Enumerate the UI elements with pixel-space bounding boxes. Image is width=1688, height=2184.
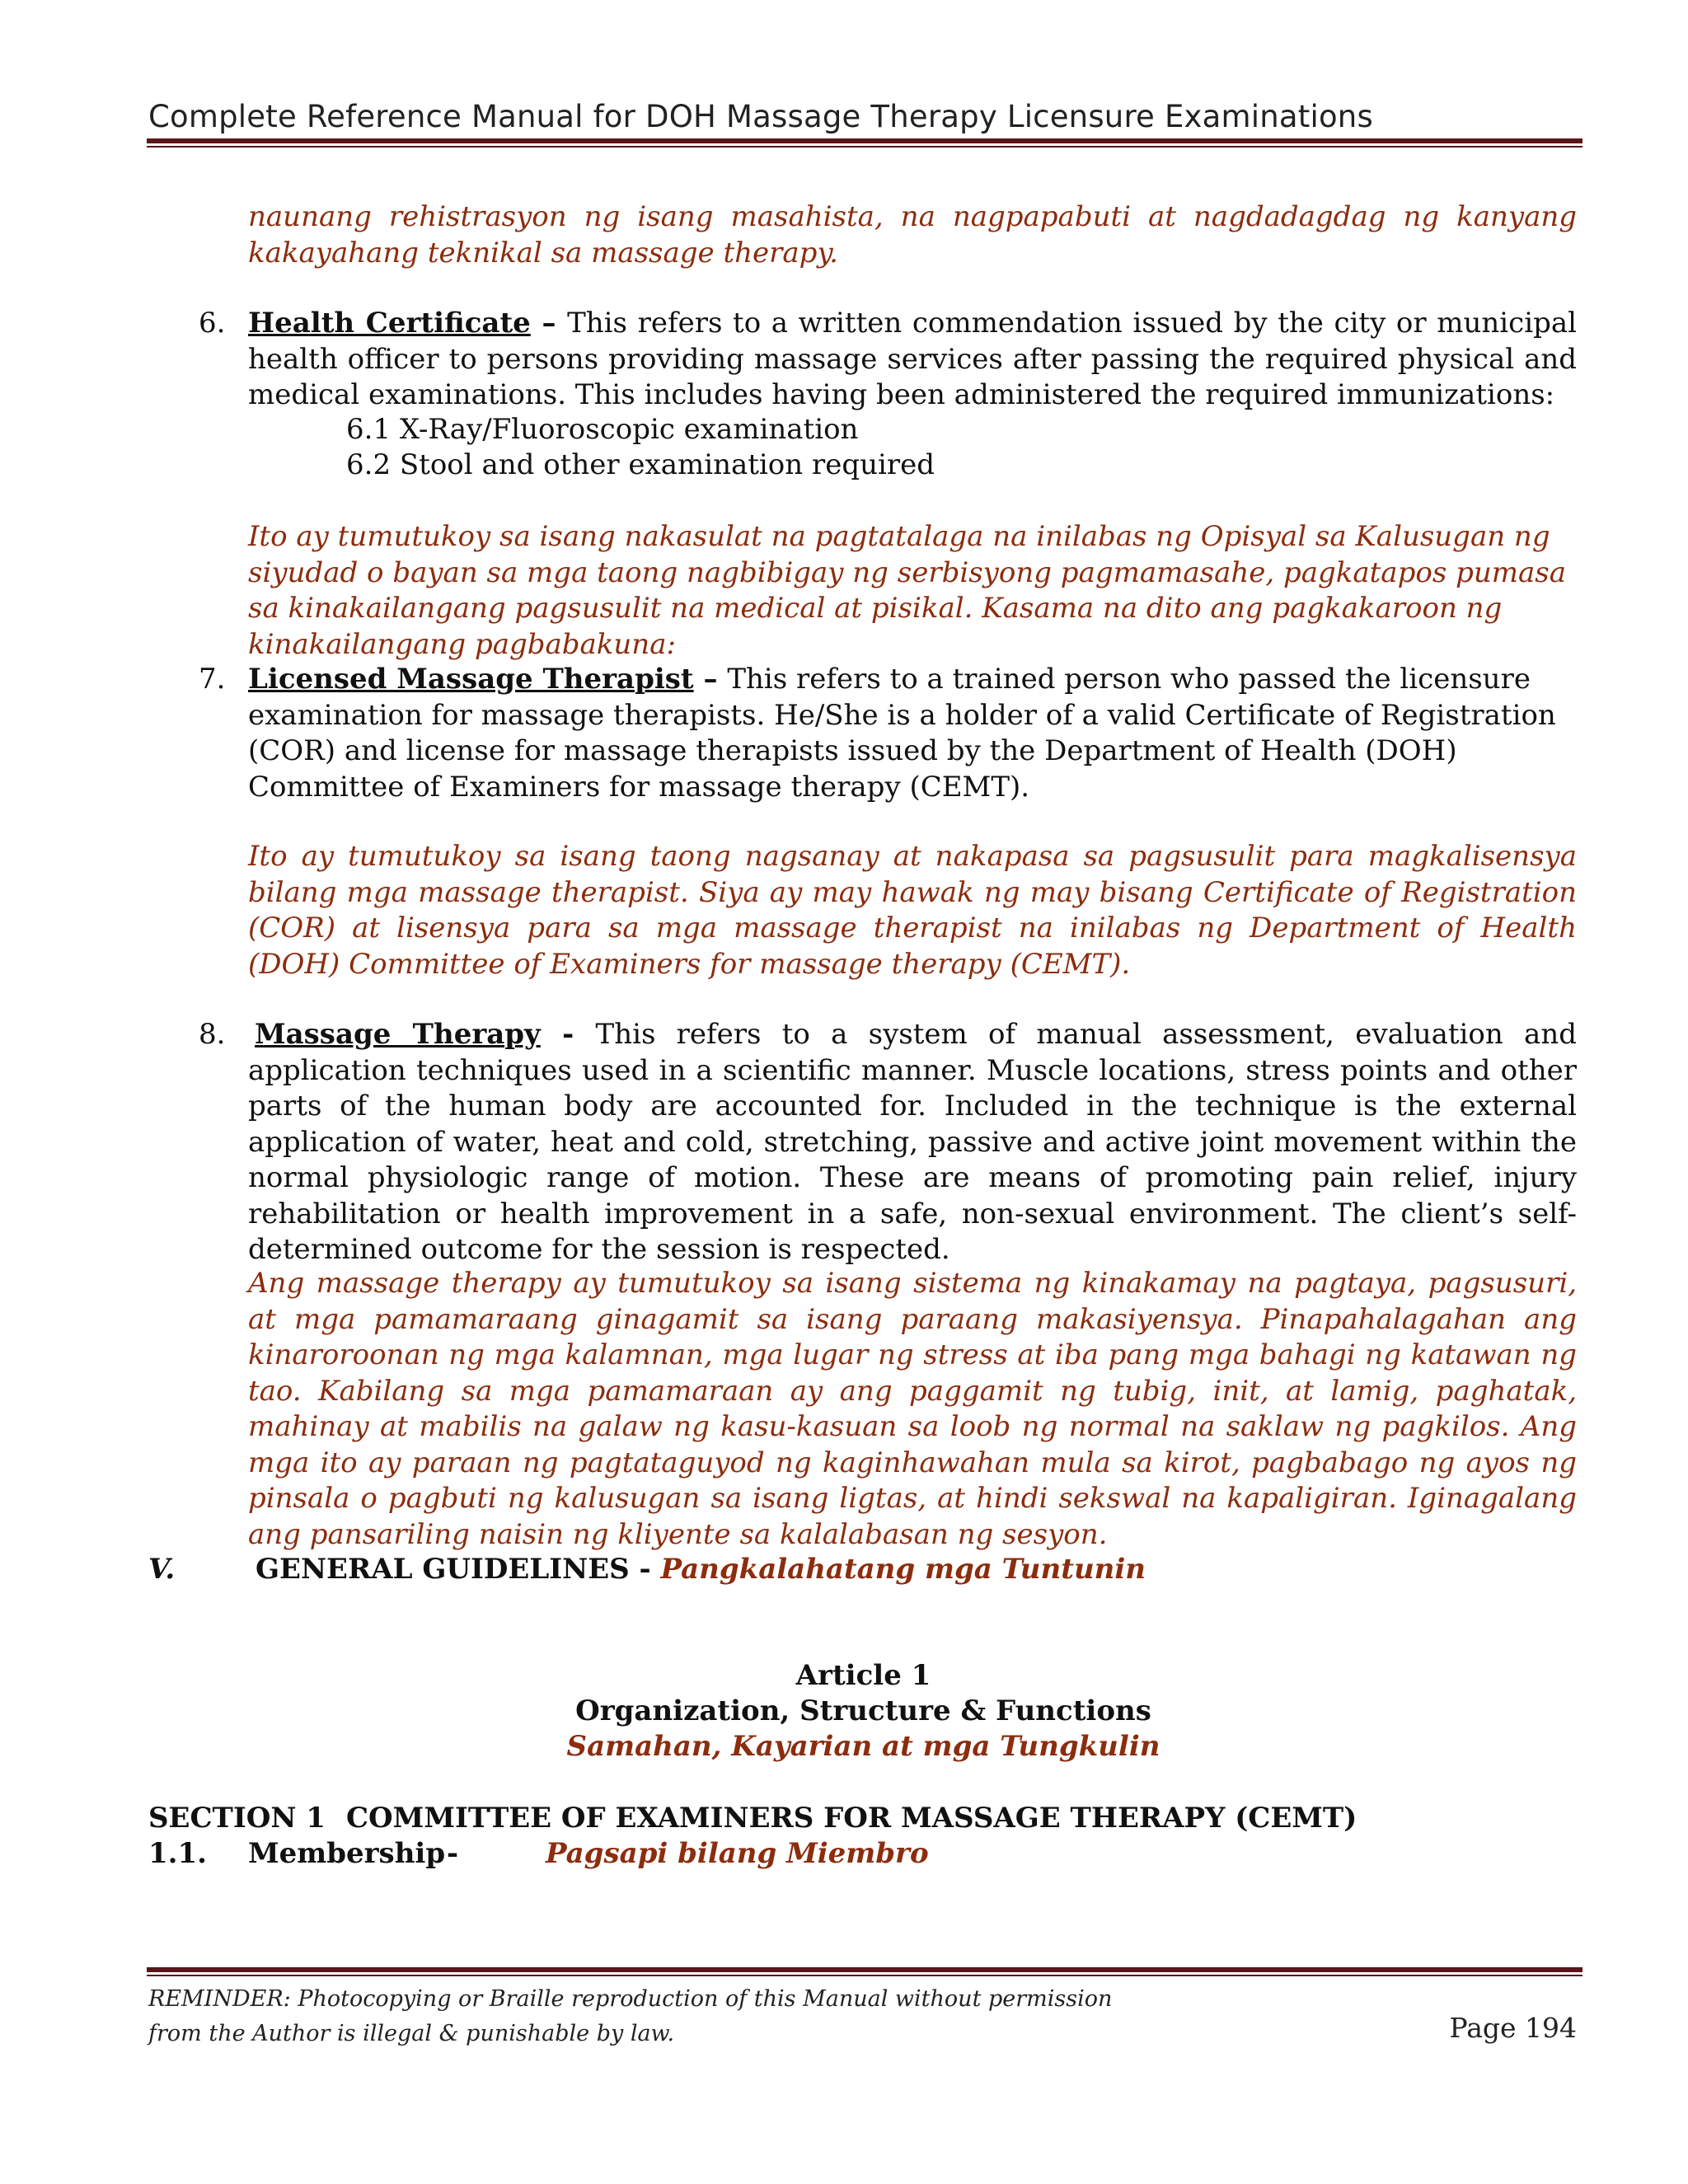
section-1-title: COMMITTEE OF EXAMINERS FOR MASSAGE THERAPY (CEMT) <box>346 1802 1357 1835</box>
footer-reminder-line-2: from the Author is illegal & punishable by law. <box>148 2021 675 2046</box>
item-6-separator: – <box>530 307 568 340</box>
item-6-definition: This refers to a written commendation issued by the city or municipal health officer to persons providing massage services after passing the required physical and medical examinations. This includes having been administered the required immunizations: <box>248 307 1577 411</box>
item-6-english <box>248 306 1577 414</box>
item-8-tagalog: Ang massage therapy ay tumutukoy sa isang sistema ng kinakamay na pagtaya, pagsusuri, at mga pamamaraang ginagamit sa isang paraang makasiyensya. Pinapahalagahan ang kinaroroonan ng mga kalamnan, mga lugar ng stress at iba pang mga bahagi ng katawan ng tao. Kabilang sa mga pamamaraan ay ang paggamit ng tubig, init, at lamig, paghatak, mahinay at mabilis na galaw ng kasu-kasuan sa loob ng normal na saklaw ng pagkilos. Ang mga ito ay paraan ng pagtataguyod ng kaginhawahan mula sa kirot, pagbabago ng ayos ng pinsala o pagbuti ng kalusugan sa isang ligtas, at hindi sekswal na kapaligiran. Iginagalang ang pansariling naisin ng kliyente sa kalalabasan ng sesyon. <box>248 1267 1577 1551</box>
item-6-subitem-2: 6.2 Stool and other examination required <box>346 448 935 481</box>
article-tagalog: Samahan, Kayarian at mga Tungkulin <box>566 1730 1160 1763</box>
article-title: Organization, Structure & Functions <box>575 1694 1151 1727</box>
item-7-term: Licensed Massage Therapist <box>248 663 694 696</box>
item-8-term: Massage Therapy <box>255 1018 541 1051</box>
footer-reminder-line-1: REMINDER: Photocopying or Braille reproduction of this Manual without permission <box>148 1986 1113 2012</box>
header-rule <box>147 138 1582 148</box>
item-7-english <box>248 662 1596 805</box>
article-label: Article 1 <box>795 1659 931 1692</box>
footer-reminder <box>148 1982 1112 2051</box>
section-v-tagalog: Pangkalahatang mga Tuntunin <box>660 1553 1146 1586</box>
item-7-number: 7. <box>199 663 226 696</box>
item-6-number: 6. <box>199 307 226 340</box>
item-7-tagalog: Ito ay tumutukoy sa isang taong nagsanay at nakapasa sa pagsusulit para magkalisensya bilang mga massage therapist. Siya ay may hawak ng may bisang Certificate of Registration (COR) at lisensya para sa mga massage therapist na inilabas ng Department of Health (DOH) Committee of Examiners for massage therapy (CEMT). <box>248 840 1577 981</box>
section-v-separator: - <box>639 1553 651 1586</box>
item-6-tagalog: Ito ay tumutukoy sa isang nakasulat na pagtatalaga na inilabas ng Opisyal sa Kalusugan ng siyudad o bayan sa mga taong nagbibigay ng serbisyong pagmamasahe, pagkatapos pumasa sa kinakailangang pagsusulit na medical at pisikal. Kasama na dito ang pagkakaroon ng kinakailangang pagbabakuna: <box>248 520 1566 661</box>
item-6-term: Health Certificate <box>248 307 531 340</box>
page-header-title: Complete Reference Manual for DOH Massage Therapy Licensure Examinations <box>148 99 1373 134</box>
continued-tagalog-paragraph: naunang rehistrasyon ng isang masahista, na nagpapabuti at nagdadagdag ng kanyang kakayahang teknikal sa massage therapy. <box>248 200 1577 269</box>
section-1-label: SECTION 1 <box>148 1802 326 1835</box>
item-8-english <box>248 1017 1577 1268</box>
item-7-separator: – <box>693 663 728 696</box>
subsection-1-1-title: Membership <box>248 1837 446 1870</box>
item-8-definition: This refers to a system of manual assessment, evaluation and application techniques used in a scientific manner. Muscle locations, stress points and other parts of the human body are accounted for. Included in the technique is the external application of water, heat and cold, stretching, passive and active joint movement within the normal physiologic range of motion. These are means of promoting pain relief, injury rehabilitation or health improvement in a safe, non-sexual environment. The client’s self-determined outcome for the session is respected. <box>248 1018 1577 1266</box>
subsection-1-1-separator: - <box>447 1837 459 1870</box>
page-number: Page 194 <box>1449 2012 1577 2044</box>
section-v-title: GENERAL GUIDELINES <box>256 1553 630 1586</box>
section-v-heading <box>256 1552 1146 1588</box>
item-7-definition: This refers to a trained person who passed the licensure examination for massage therapists. He/She is a holder of a valid Certificate of Registration (COR) and license for massage therapists issued by the Department of Health (DOH) Committee of Examiners for massage therapy (CEMT). <box>248 663 1556 804</box>
item-8-separator: - <box>540 1018 596 1051</box>
subsection-1-1-tagalog: Pagsapi bilang Miembro <box>546 1837 929 1870</box>
section-v-numeral: V. <box>148 1553 176 1586</box>
item-6-subitem-1: 6.1 X-Ray/Fluoroscopic examination <box>346 413 859 446</box>
footer-rule <box>147 1967 1582 1976</box>
subsection-1-1-number: 1.1. <box>148 1837 207 1870</box>
item-8-number: 8. <box>199 1018 226 1051</box>
